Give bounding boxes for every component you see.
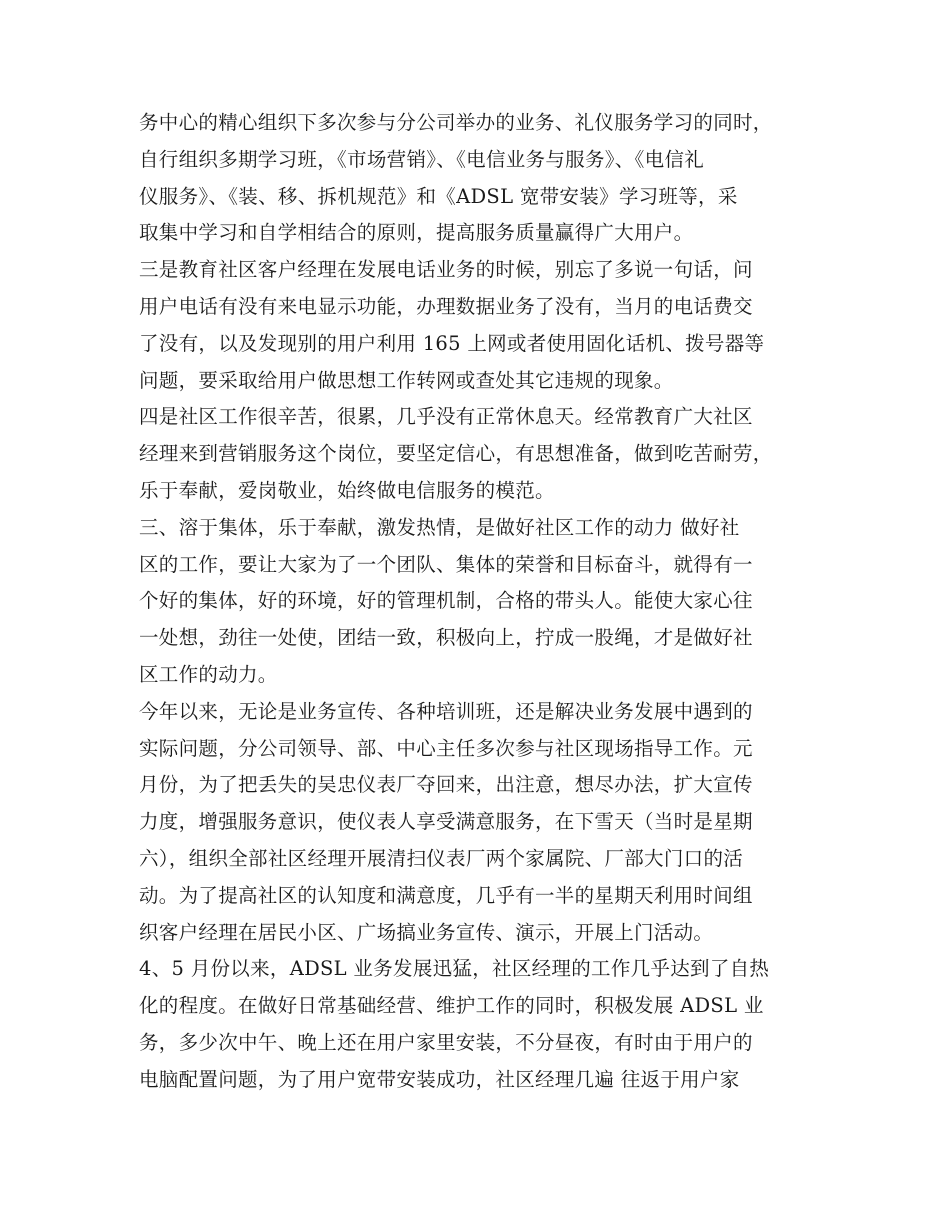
text-line: 力度，增强服务意识，使仪表人享受满意服务，在下雪天（当时是星期 <box>139 810 753 834</box>
text-line: 用户电话有没有来电显示功能，办理数据业务了没有，当月的电话费交 <box>139 294 753 318</box>
text-line: 仪服务》、《装、移、拆机规范》和《ADSL 宽带安装》学习班等，采 <box>139 184 738 208</box>
text-line: 四是社区工作很辛苦，很累，几乎没有正常休息天。经常教育广大社区 <box>139 405 753 429</box>
text-line: 织客户经理在居民小区、广场搞业务宣传、演示，开展上门活动。 <box>139 920 714 944</box>
text-line: 个好的集体，好的环境，好的管理机制，合格的带头人。能使大家心往 <box>139 589 753 613</box>
text-line: 今年以来，无论是业务宣传、各种培训班，还是解决业务发展中遇到的 <box>139 699 753 723</box>
text-line: 4、5 月份以来，ADSL 业务发展迅猛，社区经理的工作几乎达到了自热 <box>139 957 770 981</box>
text-line: 自行组织多期学习班，《市场营销》、《电信业务与服务》、《电信礼 <box>139 147 705 171</box>
text-line: 务中心的精心组织下多次参与分公司举办的业务、礼仪服务学习的同时， <box>139 111 773 134</box>
text-line: 取集中学习和自学相结合的原则，提高服务质量赢得广大用户。 <box>139 221 694 245</box>
text-line: 实际问题，分公司领导、部、中心主任多次参与社区现场指导工作。元 <box>139 736 753 760</box>
text-line: 化的程度。在做好日常基础经营、维护工作的同时，积极发展 ADSL 业 <box>139 994 764 1018</box>
text-line: 月份，为了把丢失的吴忠仪表厂夺回来，出注意，想尽办法，扩大宣传 <box>139 773 753 797</box>
text-line: 问题，要采取给用户做思想工作转网或查处其它违规的现象。 <box>139 368 674 392</box>
text-line: 一处想，劲往一处使，团结一致，积极向上，拧成一股绳，才是做好社 <box>139 626 753 650</box>
text-line: 区工作的动力。 <box>139 662 278 686</box>
document-page <box>139 105 819 1099</box>
text-line: 三、溶于集体，乐于奉献，激发热情，是做好社区工作的动力 做好社 <box>139 515 740 539</box>
text-line: 经理来到营销服务这个岗位，要坚定信心，有思想准备，做到吃苦耐劳， <box>139 442 773 466</box>
text-line: 务，多少次中午、晚上还在用户家里安装，不分昼夜，有时由于用户的 <box>139 1030 753 1054</box>
text-line: 了没有，以及发现别的用户利用 165 上网或者使用固化话机、拨号器等 <box>139 331 765 355</box>
text-line: 六），组织全部社区经理开展清扫仪表厂两个家属院、厂部大门口的活 <box>139 846 744 870</box>
text-line: 区的工作，要让大家为了一个团队、集体的荣誉和目标奋斗，就得有一 <box>139 552 753 576</box>
text-line: 三是教育社区客户经理在发展电话业务的时候，别忘了多说一句话，问 <box>139 258 753 282</box>
text-line: 电脑配置问题，为了用户宽带安装成功，社区经理几遍 往返于用户家 <box>139 1067 740 1091</box>
text-line: 动。为了提高社区的认知度和满意度，几乎有一半的星期天利用时间组 <box>139 883 753 907</box>
text-line: 乐于奉献，爱岗敬业，始终做电信服务的模范。 <box>139 478 555 502</box>
